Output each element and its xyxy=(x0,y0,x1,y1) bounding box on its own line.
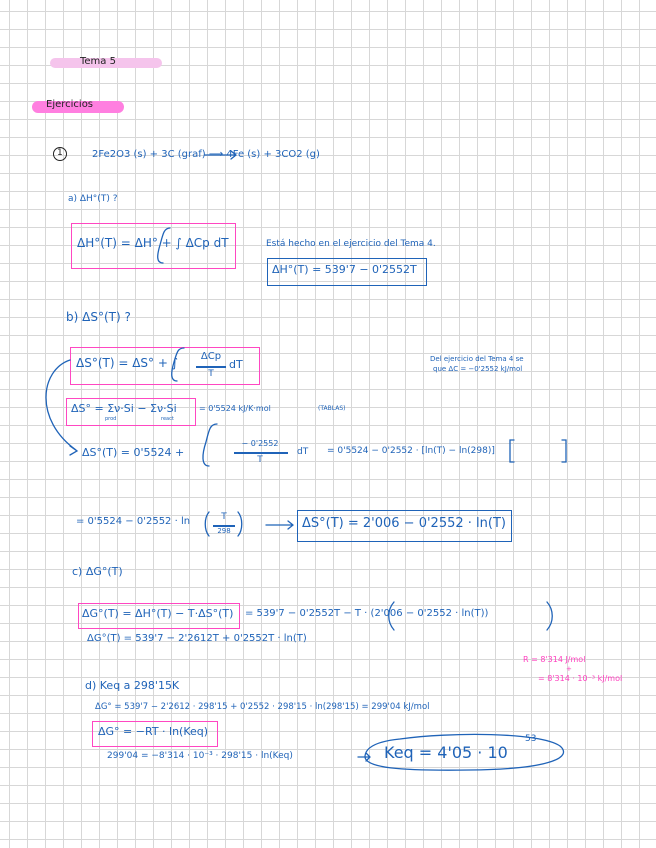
part-b-formula-left: ΔS°(T) = ΔS° + ∫ xyxy=(76,356,178,370)
part-b-integral-right: = 0'5524 − 0'2552 · [ln(T) − ln(298)] xyxy=(327,446,495,456)
part-b-standard-eq: ΔS° = Σν·Si − Σν·Si xyxy=(71,402,177,415)
part-a-label: a) ΔH°(T) ? xyxy=(68,194,118,204)
part-b-label: b) ΔS°(T) ? xyxy=(66,310,131,324)
part-b-note-1: Del ejercicio del Tema 4 se xyxy=(430,355,524,363)
part-b-simplified-num: T xyxy=(221,512,227,522)
part-a-result: ΔH°(T) = 539'7 − 0'2552T xyxy=(272,263,417,276)
part-b-frac-num: ΔCp xyxy=(200,351,222,362)
part-b-result: ΔS°(T) = 2'006 − 0'2552 · ln(T) xyxy=(302,516,506,531)
part-b-note-2: que ΔC = −0'2552 kJ/mol xyxy=(433,365,523,373)
part-a-formula: ΔH°(T) = ΔH° + ∫ ΔCp dT xyxy=(77,236,229,250)
part-c-substitution: = 539'7 − 0'2552T − T · (2'006 − 0'2552 · ln(T)) xyxy=(245,608,489,619)
page-title: Tema 5 xyxy=(80,56,116,67)
part-d-result: Keq = 4'05 · 10 xyxy=(384,743,508,762)
constant-r-kilojoules: = 8'314 · 10⁻³ kJ/mol xyxy=(538,674,623,683)
part-a-note: Está hecho en el ejercicio del Tema 4. xyxy=(266,239,436,249)
constant-plus: + xyxy=(566,665,572,673)
part-b-standard-sub-react: react xyxy=(161,416,174,422)
part-d-substitution: 299'04 = −8'314 · 10⁻³ · 298'15 · ln(Keq) xyxy=(107,751,293,761)
part-b-integral-dt: dT xyxy=(297,447,309,457)
part-b-simplified: = 0'5524 − 0'2552 · ln xyxy=(76,516,191,527)
part-b-frac-den: T xyxy=(208,369,214,379)
constant-r-joules: R = 8'314 J/mol xyxy=(523,655,586,664)
part-c-formula: ΔG°(T) = ΔH°(T) − T·ΔS°(T) xyxy=(82,607,234,620)
part-b-standard-value: = 0'5524 kJ/K·mol xyxy=(199,404,271,413)
part-b-formula-dt: dT xyxy=(229,358,243,371)
part-d-calc: ΔG° = 539'7 − 2'2612 · 298'15 + 0'2552 · 298'15 · ln(298'15) = 299'04 kJ/mol xyxy=(95,702,430,712)
exercise-number: 1 xyxy=(57,148,63,158)
part-c-result: ΔG°(T) = 539'7 − 2'2612T + 0'2552T · ln(T) xyxy=(87,633,307,644)
section-title: Ejercicios xyxy=(46,99,94,110)
part-d-result-exponent: 53 xyxy=(525,734,537,744)
part-d-label: d) Keq a 298'15K xyxy=(85,679,180,692)
part-b-standard-sub-prod: prod xyxy=(105,416,117,422)
part-c-label: c) ΔG°(T) xyxy=(72,565,123,578)
part-b-standard-source: (TABLAS) xyxy=(318,405,346,412)
reaction-equation: 2Fe2O3 (s) + 3C (graf) ⟶ 4Fe (s) + 3CO2 (g) xyxy=(92,149,320,160)
part-b-integral-num: − 0'2552 xyxy=(241,439,279,448)
part-b-integral-den: T xyxy=(257,455,263,465)
part-b-integral-left: ΔS°(T) = 0'5524 + xyxy=(82,446,185,459)
part-b-simplified-den: 298 xyxy=(217,527,231,535)
part-d-formula: ΔG° = −RT · ln(Keq) xyxy=(98,725,209,738)
